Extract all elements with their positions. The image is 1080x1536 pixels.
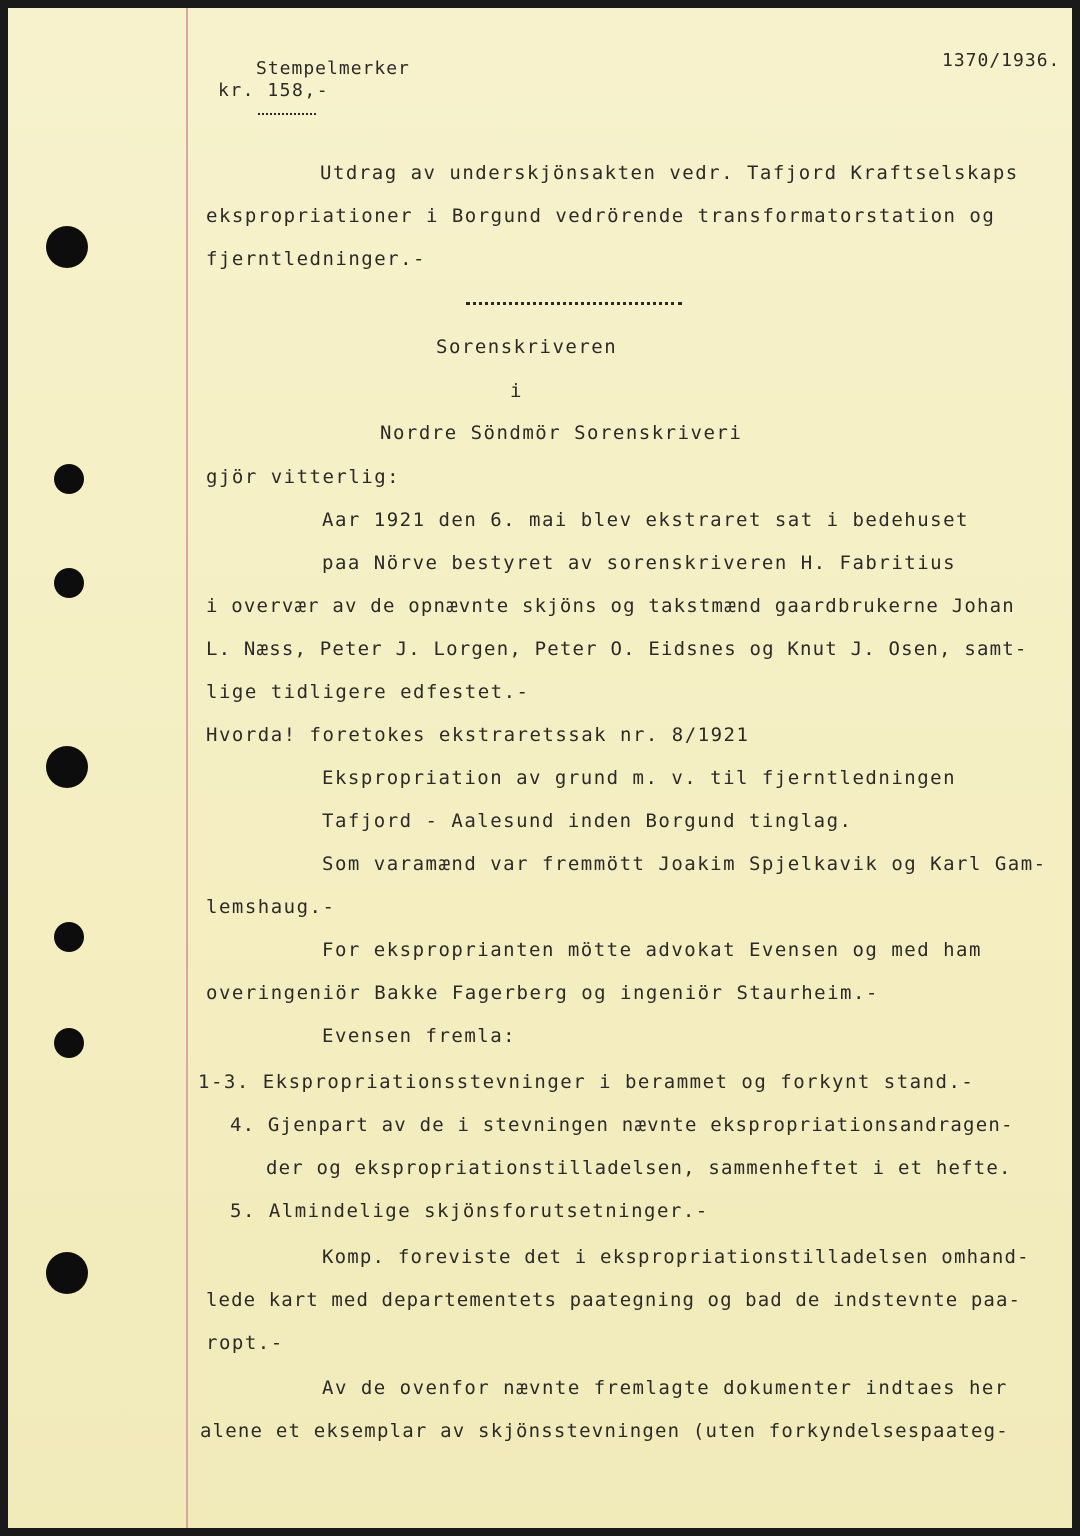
center-line-1: Sorenskriveren: [436, 336, 618, 358]
center-line-2: i: [510, 380, 523, 402]
punch-hole: [54, 568, 84, 598]
body-line: Tafjord - Aalesund inden Borgund tinglag.: [322, 810, 853, 832]
stamp-amount: kr. 158,-: [218, 80, 330, 101]
body-line: 1-3. Ekspropriationsstevninger i berammet og forkynt stand.-: [198, 1071, 975, 1093]
title-line-3: fjerntledninger.-: [206, 248, 426, 270]
title-line-2: ekspropriationer i Borgund vedrörende transformatorstation og: [206, 205, 996, 227]
document-page: [8, 8, 1072, 1528]
body-line: For eksproprianten mötte advokat Evensen og med ham: [322, 939, 982, 961]
body-line: gjör vitterlig:: [206, 466, 401, 488]
separator-rule: [466, 302, 682, 305]
punch-hole: [46, 746, 88, 788]
stamp-underline: [258, 113, 316, 115]
punch-hole: [54, 464, 84, 494]
body-line: paa Nörve bestyret av sorenskriveren H. Fabritius: [322, 552, 957, 574]
body-line: lige tidligere edfestet.-: [206, 681, 530, 703]
body-line: 5. Almindelige skjönsforutsetninger.-: [230, 1200, 709, 1222]
body-line: i overvær av de opnævnte skjöns og takstmænd gaardbrukerne Johan: [206, 595, 1015, 617]
reference-number: 1370/1936.: [942, 50, 1061, 71]
punch-hole: [54, 1028, 84, 1058]
body-line: lemshaug.-: [206, 896, 336, 918]
body-line: overingeniör Bakke Fagerberg og ingeniör Staurheim.-: [206, 982, 879, 1004]
stamp-label: Stempelmerker: [256, 58, 410, 79]
body-line: Som varamænd var fremmött Joakim Spjelkavik og Karl Gam-: [322, 853, 1047, 875]
body-line: Ekspropriation av grund m. v. til fjerntledningen: [322, 767, 957, 789]
body-line: Av de ovenfor nævnte fremlagte dokumenter indtaes her: [322, 1377, 1008, 1399]
body-line: 4. Gjenpart av de i stevningen nævnte ekspropriationsandragen-: [230, 1114, 1014, 1136]
center-line-3: Nordre Söndmör Sorenskriveri: [380, 422, 743, 444]
body-line: ropt.-: [206, 1332, 284, 1354]
title-line-1: Utdrag av underskjönsakten vedr. Tafjord Kraftselskaps: [320, 162, 1019, 184]
body-line: lede kart med departementets paategning og bad de indstevnte paa-: [206, 1289, 1022, 1311]
punch-hole: [54, 922, 84, 952]
punch-hole: [46, 1252, 88, 1294]
body-line: der og ekspropriationstilladelsen, sammenheftet i et hefte.: [266, 1157, 1012, 1179]
body-line: L. Næss, Peter J. Lorgen, Peter O. Eidsnes og Knut J. Osen, samt-: [206, 638, 1028, 660]
body-line: Evensen fremla:: [322, 1025, 517, 1047]
body-line: Aar 1921 den 6. mai blev ekstraret sat i bedehuset: [322, 509, 969, 531]
body-line: Komp. foreviste det i ekspropriationstilladelsen omhand-: [322, 1246, 1030, 1268]
body-line: alene et eksemplar av skjönsstevningen (uten forkyndelsespaateg-: [200, 1420, 1009, 1442]
margin-line: [186, 8, 188, 1528]
punch-hole: [46, 226, 88, 268]
body-line: Hvorda! foretokes ekstraretssak nr. 8/1921: [206, 724, 750, 746]
